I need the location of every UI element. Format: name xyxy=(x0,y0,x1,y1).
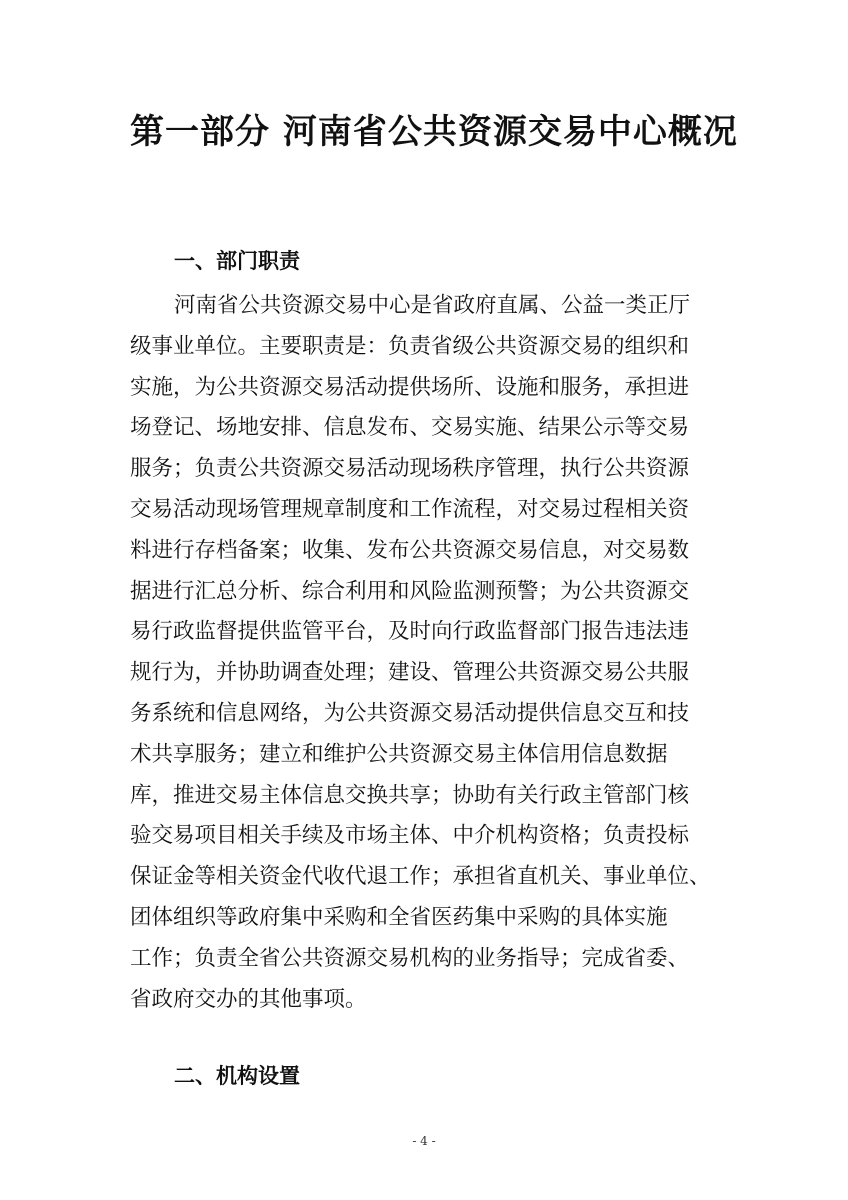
paragraph-line: 据进行汇总分析、综合利用和风险监测预警；为公共资源交 xyxy=(130,578,690,604)
paragraph-line: 料进行存档备案；收集、发布公共资源交易信息，对交易数 xyxy=(130,537,690,563)
paragraph-line: 团体组织等政府集中采购和全省医药集中采购的具体实施 xyxy=(130,904,668,930)
paragraph-line: 实施，为公共资源交易活动提供场所、设施和服务，承担进 xyxy=(130,374,690,400)
paragraph-line: 务系统和信息网络，为公共资源交易活动提供信息交互和技 xyxy=(130,700,690,726)
paragraph-line: 场登记、场地安排、信息发布、交易实施、结果公示等交易 xyxy=(130,415,690,441)
paragraph-line: 河南省公共资源交易中心是省政府直属、公益一类正厅 xyxy=(174,293,691,318)
page-number: - 4 - xyxy=(412,1134,436,1148)
paragraph-line: 易行政监督提供监管平台，及时向行政监督部门报告违法违 xyxy=(130,619,690,645)
paragraph-line: 工作；负责全省公共资源交易机构的业务指导；完成省委、 xyxy=(130,945,690,971)
paragraph-line: 级事业单位。主要职责是：负责省级公共资源交易的组织和 xyxy=(130,333,690,359)
paragraph-line: 术共享服务；建立和维护公共资源交易主体信用信息数据 xyxy=(130,741,668,767)
section-heading-responsibilities: 一、部门职责 xyxy=(174,249,300,273)
paragraph-line: 省政府交办的其他事项。 xyxy=(130,986,367,1012)
paragraph-line: 交易活动现场管理规章制度和工作流程，对交易过程相关资 xyxy=(130,496,690,522)
paragraph-line: 库，推进交易主体信息交换共享；协助有关行政主管部门核 xyxy=(130,782,690,808)
responsibilities-paragraph xyxy=(130,286,730,1020)
paragraph-line: 保证金等相关资金代收代退工作；承担省直机关、事业单位、 xyxy=(130,864,711,890)
section-heading-organization: 二、机构设置 xyxy=(174,1064,300,1088)
page-title: 第一部分 河南省公共资源交易中心概况 xyxy=(130,112,738,152)
paragraph-line: 验交易项目相关手续及市场主体、中介机构资格；负责投标 xyxy=(130,823,690,849)
paragraph-line: 规行为，并协助调查处理；建设、管理公共资源交易公共服 xyxy=(130,660,690,686)
paragraph-line: 服务；负责公共资源交易活动现场秩序管理，执行公共资源 xyxy=(130,456,690,482)
